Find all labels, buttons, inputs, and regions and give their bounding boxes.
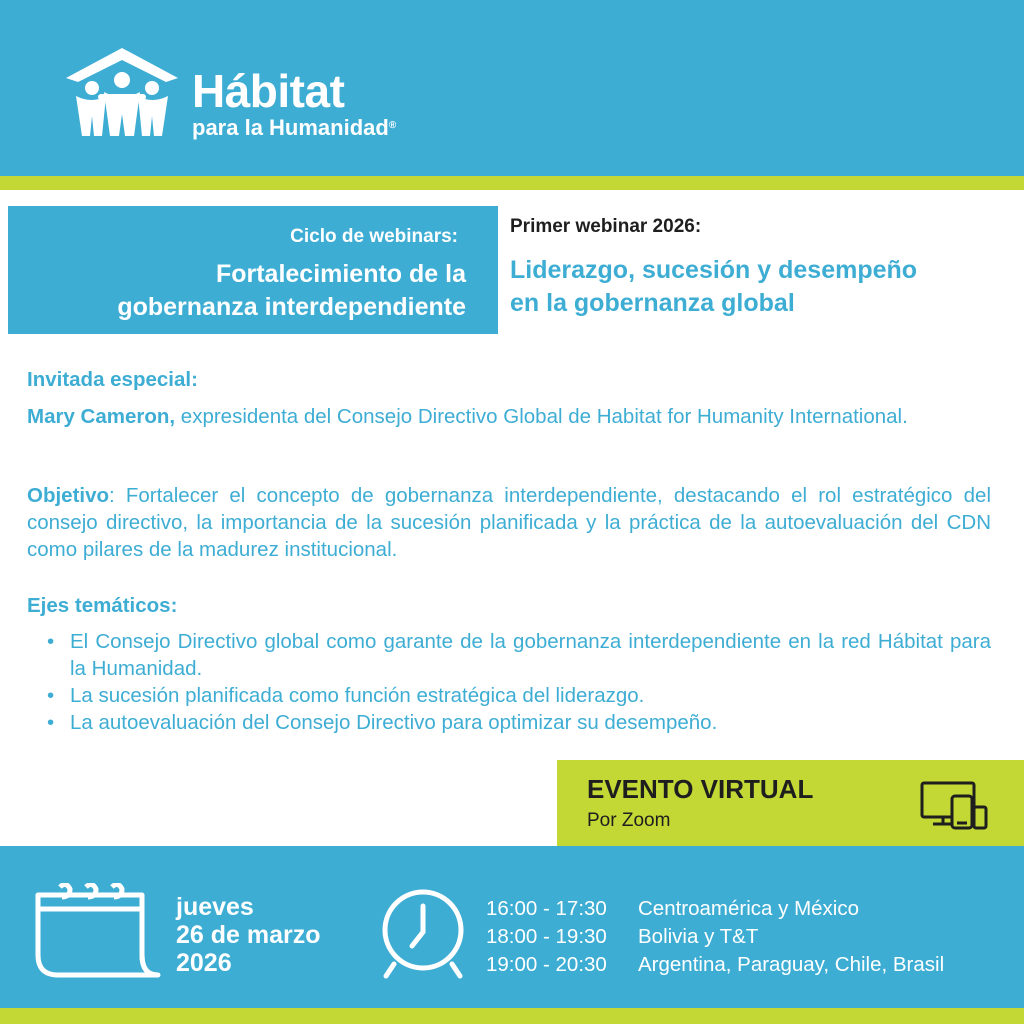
guest-name: Mary Cameron, bbox=[27, 405, 176, 428]
schedule-row bbox=[486, 924, 758, 950]
habitat-house-people-icon bbox=[62, 44, 182, 140]
objective-label: Objetivo bbox=[27, 484, 110, 507]
schedule-region: Argentina, Paraguay, Chile, Brasil bbox=[638, 953, 945, 976]
guest-paragraph bbox=[27, 403, 991, 430]
event-year: 2026 bbox=[176, 949, 232, 977]
webinar-title-line2: en la gobernanza global bbox=[510, 289, 795, 317]
event-title: EVENTO VIRTUAL bbox=[587, 774, 814, 804]
series-title-line1: Fortalecimiento de la bbox=[215, 260, 466, 288]
topic-text: La autoevaluación del Consejo Directivo para optimizar su desempeño. bbox=[70, 711, 718, 734]
webinar-title bbox=[510, 254, 917, 320]
topic-text: El Consejo Directivo global como garante de la gobernanza interdependiente en la red Hábitat para la Humanidad. bbox=[70, 630, 991, 680]
schedule-time: 16:00 - 17:30 bbox=[486, 897, 607, 920]
clock-icon bbox=[378, 884, 468, 982]
calendar-icon bbox=[30, 883, 162, 983]
topic-text: La sucesión planificada como función estratégica del liderazgo. bbox=[70, 684, 645, 707]
event-date: 26 de marzo bbox=[176, 921, 321, 949]
topics-list bbox=[27, 628, 991, 736]
event-subtitle: Por Zoom bbox=[587, 810, 671, 831]
series-title-line2: gobernanza interdependiente bbox=[117, 293, 466, 321]
header-accent-stripe bbox=[0, 176, 1024, 190]
brand-subtitle-text: para la Humanidad bbox=[192, 115, 389, 140]
event-box bbox=[557, 760, 1024, 846]
series-label: Ciclo de webinars: bbox=[290, 226, 458, 247]
brand-subtitle bbox=[192, 116, 396, 140]
schedule-time: 19:00 - 20:30 bbox=[486, 953, 607, 976]
topics-heading: Ejes temáticos: bbox=[27, 594, 178, 617]
event-day: jueves bbox=[176, 893, 254, 921]
schedule-region: Centroamérica y México bbox=[638, 897, 860, 920]
bullet: • bbox=[47, 684, 55, 707]
footer-accent-stripe bbox=[0, 1008, 1024, 1024]
webinar-label: Primer webinar 2026: bbox=[510, 216, 702, 237]
guest-description: expresidenta del Consejo Directivo Global de Habitat for Humanity International. bbox=[175, 405, 908, 428]
objective-paragraph bbox=[27, 482, 991, 563]
objective-text: : Fortalecer el concepto de gobernanza interdependiente, destacando el rol estratégico del consejo directivo, la importancia de la sucesión planificada y la práctica de la autoevaluación del CDN como pilares de la madurez institucional. bbox=[27, 484, 991, 561]
list-item bbox=[27, 628, 991, 682]
guest-heading: Invitada especial: bbox=[27, 368, 198, 391]
list-item bbox=[27, 709, 991, 736]
devices-icon bbox=[919, 780, 989, 832]
list-item bbox=[27, 682, 991, 709]
schedule-region: Bolivia y T&T bbox=[638, 925, 759, 948]
registered-mark: ® bbox=[388, 120, 397, 131]
brand-name: Hábitat bbox=[192, 65, 345, 117]
schedule-row bbox=[486, 952, 944, 978]
series-box bbox=[8, 206, 498, 334]
series-title bbox=[117, 258, 466, 324]
bullet: • bbox=[47, 711, 55, 734]
bullet: • bbox=[47, 630, 55, 653]
webinar-title-line1: Liderazgo, sucesión y desempeño bbox=[510, 256, 918, 284]
schedule-time: 18:00 - 19:30 bbox=[486, 925, 607, 948]
schedule-row bbox=[486, 896, 859, 922]
